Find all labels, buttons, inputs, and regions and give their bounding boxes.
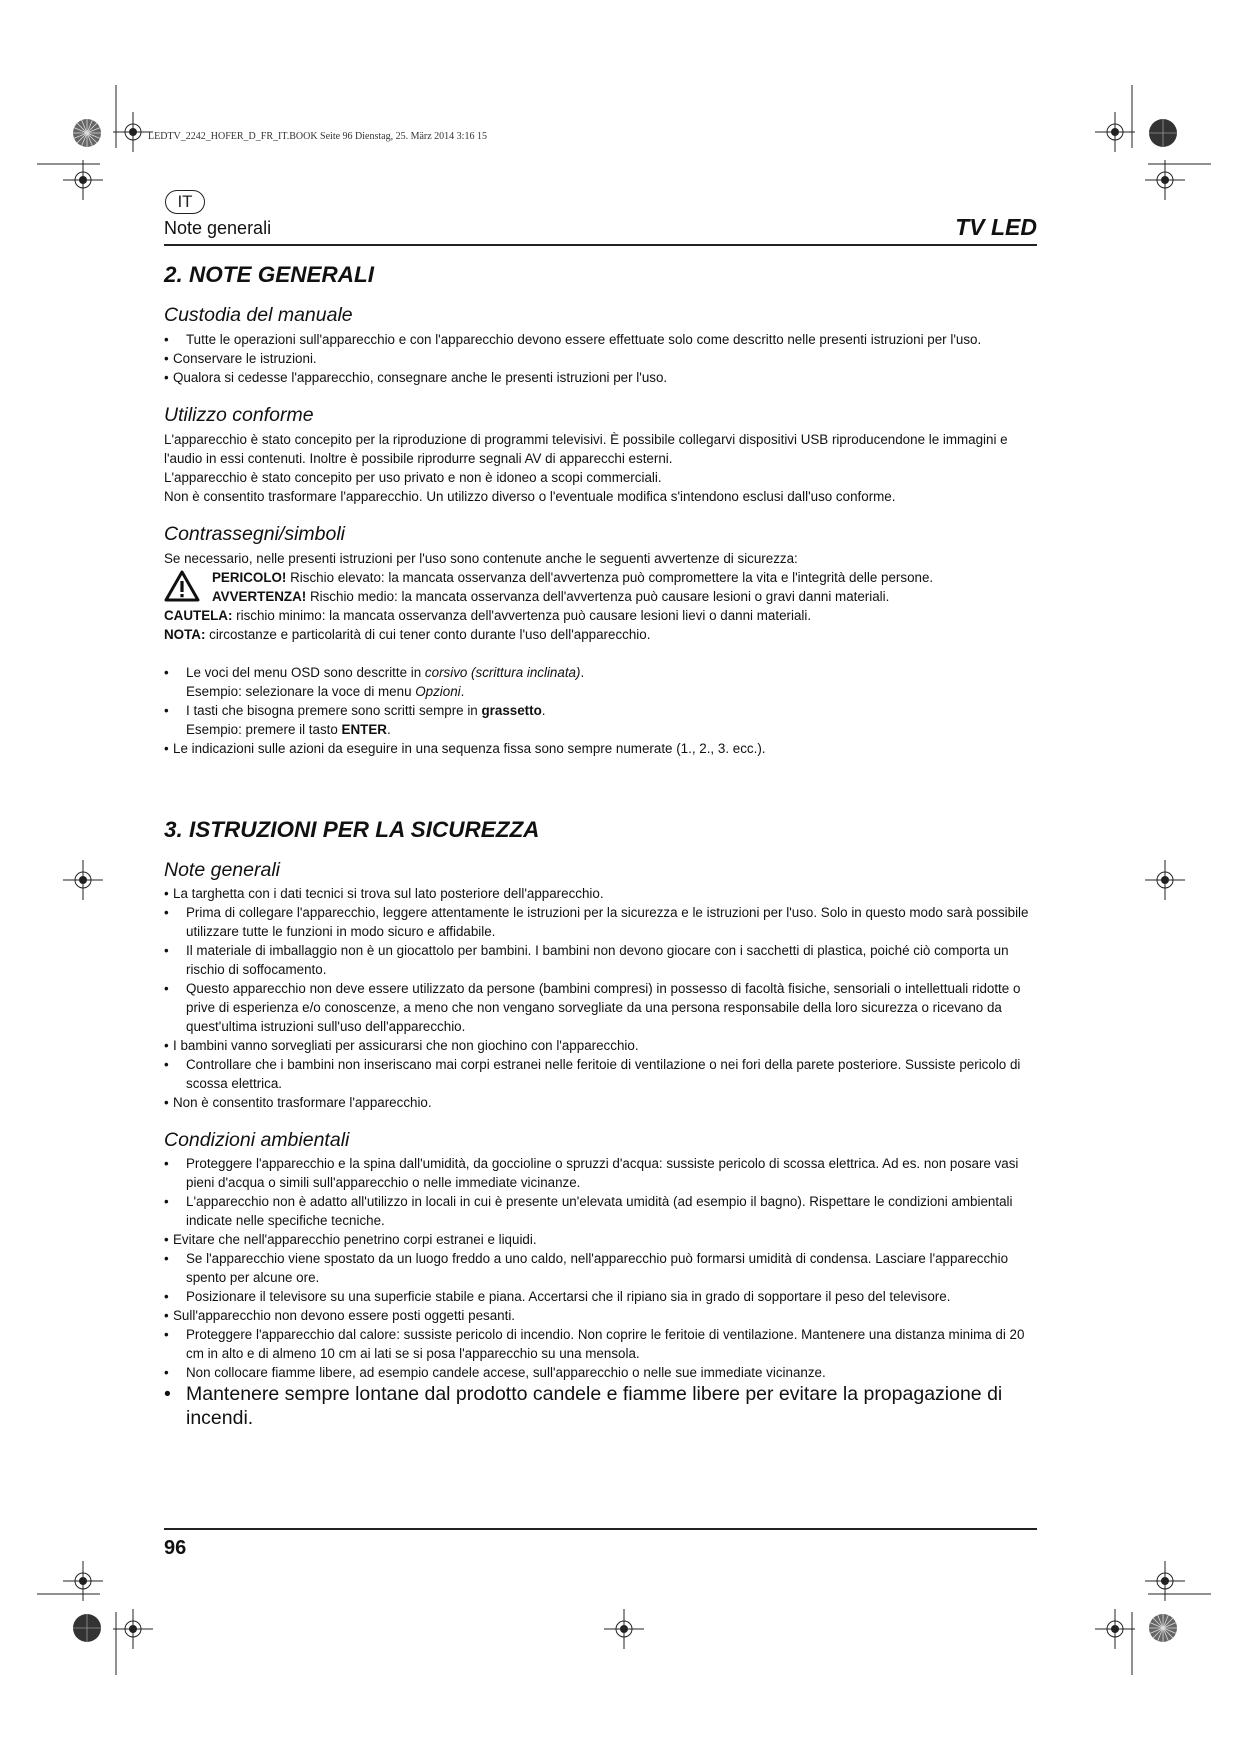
crosshair-icon (604, 1609, 644, 1649)
list-item: • Non collocare fiamme libere, ad esempio candele accese, sull'apparecchio o nelle sue immediate vicinanze. (164, 1363, 1037, 1382)
crosshair-icon (113, 112, 153, 152)
custodia-heading: Custodia del manuale (164, 304, 353, 326)
tasti-example: Esempio: premere il tasto (186, 722, 342, 737)
crosshair-icon (63, 860, 103, 900)
pericolo-label: PERICOLO! (212, 570, 287, 585)
list-item: • Mantenere sempre lontane dal prodotto candele e fiamme libere per evitare la propagazione di incendi. (164, 1382, 1037, 1430)
page-number: 96 (164, 1537, 187, 1559)
list-item (164, 663, 1037, 701)
tasti-example-bold: ENTER (341, 722, 387, 737)
avvertenza-line (212, 587, 1037, 606)
tasti-end: . (541, 703, 546, 718)
color-calibration-wheel-icon (1149, 1614, 1177, 1642)
footer-rule (164, 1528, 1037, 1530)
osd-example-italic: Opzioni (415, 684, 461, 699)
osd-text: Le voci del menu OSD sono descritte in (186, 665, 425, 680)
list-item: • Non è consentito trasformare l'apparecchio. (164, 1093, 1037, 1112)
paragraph: L'apparecchio è stato concepito per uso privato e non è idoneo a scopi commerciali. (164, 470, 662, 485)
osd-end: . (580, 665, 585, 680)
list-item: • Se l'apparecchio viene spostato da un luogo freddo a uno caldo, nell'apparecchio può formarsi umidità di condensa. Lasciare l'apparecchio spento per alcune ore. (164, 1249, 1037, 1287)
crosshair-icon (63, 1561, 103, 1601)
paragraph: L'apparecchio è stato concepito per la riproduzione di programmi televisivi. È possibile collegarvi dispositivi USB riproducendone le immagini e l'audio in essi contenuti. Inoltre è possibile riprodurre segnali AV di apparecchi esterni. (164, 432, 1008, 466)
page-content (164, 261, 1037, 1430)
condizioni-list (164, 1154, 1037, 1430)
header-section-title: Note generali (164, 218, 272, 238)
osd-italic: corsivo (scrittura inclinata) (424, 665, 581, 680)
crosshair-icon (1145, 160, 1185, 200)
crosshair-icon (1095, 1609, 1135, 1649)
list-item: • Controllare che i bambini non inseriscano mai corpi estranei nelle feritoie di ventilazione o nei fori della parete posteriore. Sussiste pericolo di scossa elettrica. (164, 1055, 1037, 1093)
density-ball-icon (73, 1614, 101, 1642)
crosshair-icon (1145, 860, 1185, 900)
list-item (164, 701, 1037, 739)
paragraph: Non è consentito trasformare l'apparecchio. Un utilizzo diverso o l'eventuale modifica s'intendono esclusi dall'uso conforme. (164, 489, 896, 504)
osd-example-end: . (460, 684, 465, 699)
list-item: • Sull'apparecchio non devono essere posti oggetti pesanti. (164, 1306, 1037, 1325)
crosshair-icon (113, 1609, 153, 1649)
list-item: • Evitare che nell'apparecchio penetrino corpi estranei e liquidi. (164, 1230, 1037, 1249)
nota-label: NOTA: (164, 627, 206, 642)
list-item: • Proteggere l'apparecchio e la spina dall'umidità, da goccioline o spruzzi d'acqua: sussiste pericolo di scossa elettrica. Ad es. non posare vasi pieni d'acqua o simili sull'apparecchio o nelle immediate vicinanze. (164, 1154, 1037, 1192)
pericolo-text: Rischio elevato: la mancata osservanza dell'avvertenza può compromettere la vita e l'integrità delle persone. (286, 570, 934, 585)
list-item: • Conservare le istruzioni. (164, 349, 1037, 368)
section-2-title: 2. NOTE GENERALI (164, 262, 375, 287)
custodia-list (164, 330, 1037, 387)
tasti-text: I tasti che bisogna premere sono scritti sempre in (186, 703, 482, 718)
crosshair-icon (1145, 1561, 1185, 1601)
list-item: • Prima di collegare l'apparecchio, leggere attentamente le istruzioni per la sicurezza e le istruzioni per l'uso. Solo in questo modo sarà possibile utilizzare tutte le funzioni in modo sicuro e affidabile. (164, 903, 1037, 941)
paragraph: Se necessario, nelle presenti istruzioni per l'uso sono contenute anche le seguenti avvertenze di sicurezza: (164, 551, 798, 566)
list-item: • Le indicazioni sulle azioni da eseguire in una sequenza fissa sono sempre numerate (1., 2., 3. ecc.). (164, 739, 1037, 758)
list-item: • I bambini vanno sorvegliati per assicurarsi che non giochino con l'apparecchio. (164, 1036, 1037, 1055)
tasti-example-end: . (386, 722, 391, 737)
warning-triangle-icon (164, 570, 200, 602)
crosshair-icon (1095, 112, 1135, 152)
warning-block (164, 568, 1037, 606)
condizioni-heading: Condizioni ambientali (164, 1129, 350, 1151)
osd-example: Esempio: selezionare la voce di menu (186, 684, 416, 699)
utilizzo-heading: Utilizzo conforme (164, 404, 314, 426)
color-calibration-wheel-icon (73, 119, 101, 147)
cautela-line (164, 606, 1037, 625)
tasti-bold: grassetto (481, 703, 542, 718)
list-item: • Qualora si cedesse l'apparecchio, consegnare anche le presenti istruzioni per l'uso. (164, 368, 1037, 387)
simboli-heading: Contrassegni/simboli (164, 523, 345, 545)
avvertenza-text: Rischio medio: la mancata osservanza dell'avvertenza può causare lesioni o gravi danni materiali. (306, 589, 890, 604)
avvertenza-label: AVVERTENZA! (212, 589, 307, 604)
cautela-label: CAUTELA: (164, 608, 233, 623)
list-item: • L'apparecchio non è adatto all'utilizzo in locali in cui è presente un'elevata umidità (ad esempio il bagno). Rispettare le condizioni ambientali indicate nelle specifiche tecniche. (164, 1192, 1037, 1230)
list-item: • Questo apparecchio non deve essere utilizzato da persone (bambini compresi) in possesso di facoltà fisiche, sensoriali o intellettuali ridotte o prive di esperienza e/o conoscenze, a meno che non vengano sorvegliate da una persona responsabile della loro sicurezza o ricevano da quest'ultima istruzioni sull'uso dell'apparecchio. (164, 979, 1037, 1036)
list-item: • Il materiale di imballaggio non è un giocattolo per bambini. I bambini non devono giocare con i sacchetti di plastica, poiché ciò comporta un rischio di soffocamento. (164, 941, 1037, 979)
list-item: • La targhetta con i dati tecnici si trova sul lato posteriore dell'apparecchio. (164, 884, 1037, 903)
cautela-text: rischio minimo: la mancata osservanza dell'avvertenza può causare lesioni lievi o danni materiali. (232, 608, 812, 623)
list-item: • Tutte le operazioni sull'apparecchio e con l'apparecchio devono essere effettuate solo come descritto nelle presenti istruzioni per l'uso. (164, 330, 1037, 349)
print-info: LEDTV_2242_HOFER_D_FR_IT.BOOK Seite 96 Dienstag, 25. März 2014 3:16 15 (148, 131, 487, 142)
section-3-title: 3. ISTRUZIONI PER LA SICUREZZA (164, 817, 540, 842)
nota-line (164, 625, 1037, 644)
header-product-title: TV LED (955, 214, 1037, 240)
note-list (164, 884, 1037, 1112)
conventions-list (164, 663, 1037, 758)
header-rule (164, 244, 1037, 246)
density-ball-icon (1149, 119, 1177, 147)
list-item: • Proteggere l'apparecchio dal calore: sussiste pericolo di incendio. Non coprire le feritoie di ventilazione. Mantenere una distanza minima di 20 cm in alto e di almeno 10 cm ai lati se si posa l'apparecchio su una mensola. (164, 1325, 1037, 1363)
list-item: • Posizionare il televisore su una superficie stabile e piana. Accertarsi che il ripiano sia in grado di sopportare il peso del televisore. (164, 1287, 1037, 1306)
crosshair-icon (63, 160, 103, 200)
note-heading: Note generali (164, 859, 280, 881)
nota-text: circostanze e particolarità di cui tener conto durante l'uso dell'apparecchio. (205, 627, 651, 642)
language-badge: IT (165, 190, 205, 214)
pericolo-line (212, 568, 1037, 587)
